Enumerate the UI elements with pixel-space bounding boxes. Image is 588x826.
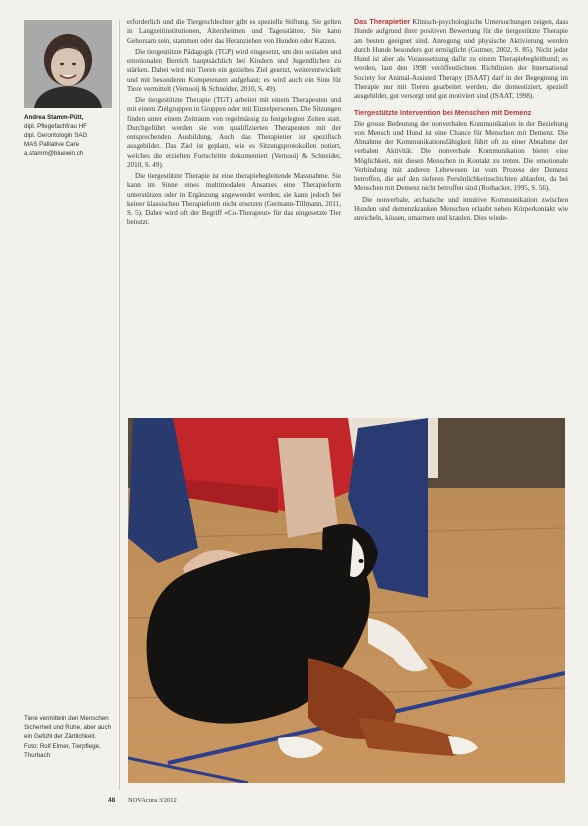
paragraph: Die tiergestützte Therapie ist eine therapiebegleitende Massnahme. Sie kann im Sinne eines multimodalen Ansatzes eine Therapieform unterstützen oder in Ergänzung angewendet werden; sie kann jedoch bei keiner klassischen Therapieform nicht ersetzen (Germann-Tillmann, 2011, S. 5). Daher wird oft der Begriff «Co-Therapeut» für das eingesetzte Tier benutzt. — [127, 172, 341, 227]
inline-heading: Das Therapietier — [354, 18, 411, 26]
author-line: dipl. Gerontologin SAG — [24, 132, 88, 139]
dog-therapy-image — [128, 418, 565, 783]
author-portrait-image — [24, 20, 112, 108]
author-line: dipl. Pflegefachfrau HF — [24, 123, 87, 130]
dog-therapy-photo — [128, 418, 565, 783]
photo-credit: Foto: Rolf Elmer, Tierpflege, Thurbach — [24, 743, 101, 759]
journal-name: NOVAcura 3/2012 — [128, 797, 177, 804]
author-name: Andrea Stamm-Pütt, — [24, 114, 84, 121]
sidebar-divider — [119, 20, 120, 790]
intro-paragraph — [354, 18, 568, 101]
author-portrait — [24, 20, 112, 108]
paragraph: Die nonverbale, archaische und intuitive Kommunikation zwischen Hunden und demenzkranken Menschen erlaubt neben Körperkontakt wie streicheln, kössen, umarmen und kraulen. Dies wiede- — [354, 195, 568, 222]
paragraph: Die tiergestützte Therapie (TGT) arbeitet mit einem Therapeuten und mit einem Zielgruppen in Gruppen oder mit Einzelpersonen. Die Sitzungen finden unter einem Zeitraum von regelmässig zu festgelegten Zeiten statt. Durchgeführt werden sie von qualifizierten Therapeuten mit der entsprechenden Ausbildung. Auch das Therapietier ist spezifisch ausgebildet. Das Ziel ist geplant, wie es Sitzungsprotokollen notiert, welches die erzielten Fortschritte dokumentiert (Vernooij & Schneider, 2010, S. 49). — [127, 96, 341, 169]
photo-caption — [24, 714, 116, 760]
caption-text: Tiere vermitteln den Menschen Sicherheit und Ruhe, aber auch ein Gefühl der Zärtlichkeit. — [24, 715, 112, 740]
paragraph: Die tiergestützte Pädagogik (TGP) wird eingesetzt, um den sozialen und emotionalen Bereich hauptsächlich bei Kindern und Jugendlichen zu stärken. Dabei wird mit Tieren ein gezieltes Ziel gesetzt, weiterentwickelt und mit besonderen Kompetenzen aufgebaut; es wird auch ein Sinn für Tiere vermittelt (Vernooij & Schneider, 2010, S. 49). — [127, 47, 341, 93]
page-number: 48 — [108, 797, 116, 804]
left-text-column — [127, 18, 341, 230]
paragraph: erforderlich und die Tiergeschlechter gibt es spezielle Stiftung. Sie gelten in Langzeitinstitutionen, Altersheimen und Tagesstätten. Sie kann Gehorsam sein, stammen oder das Heranziehen von Hunden oder Katzen. — [127, 18, 341, 45]
paragraph: Die grosse Bedeutung der nonverbalen Kommunikation in der Beziehung von Mensch und Hund ist eine Chance für Menschen mit Demenz. Die Abnahme der Kommunikationsfähigkeit führt oft zu einer Abnahme der verbalen Aktivität. Die nonverbale Kommunikation bietet eine Möglichkeit, mit diesen Menschen in Kontakt zu treten. Die emotionale Verbindung mit anderen Lebewesen ist vom Prozess der Demenz betroffen, die auf den tieferen Persönlichkeitsschichten ablaufen, da bei Menschen mit Demenz nicht betroffen sind (Rothacker, 1995, S. 56). — [354, 119, 568, 193]
right-text-column — [354, 18, 568, 225]
section-heading: Tiergestützte Intervention bei Menschen mit Demenz — [354, 109, 532, 118]
author-info — [24, 113, 116, 158]
author-email[interactable]: a.stamm@bluewin.ch — [24, 150, 84, 157]
author-line: MAS Palliative Care — [24, 141, 80, 148]
intro-text: Klinisch-psychologische Untersuchungen zeigen, dass Hunde aufgrund ihrer positiven Bewertung für die tiergestützte Therapie am besten geeignet sind. Anregung und physische Aktivierung werden durch Hunde besonders gut ermöglicht (Guttner, 2002, S. 85). Nicht jeder Hund ist aber als Voraussetzung dafür zu einem Therapiebegleithund; es werden, laut den 1998 veröffentlichten Richtlinien der International Society for Animal-Assisted Therapy (ISAAT) darf in der Begegnung im Therapie nur mit Tieren gearbeitet werden, die domestiziert, speziell ausgebildet, gut versorgt und gut motiviert sind (ISAAT, 1998). — [354, 18, 569, 100]
